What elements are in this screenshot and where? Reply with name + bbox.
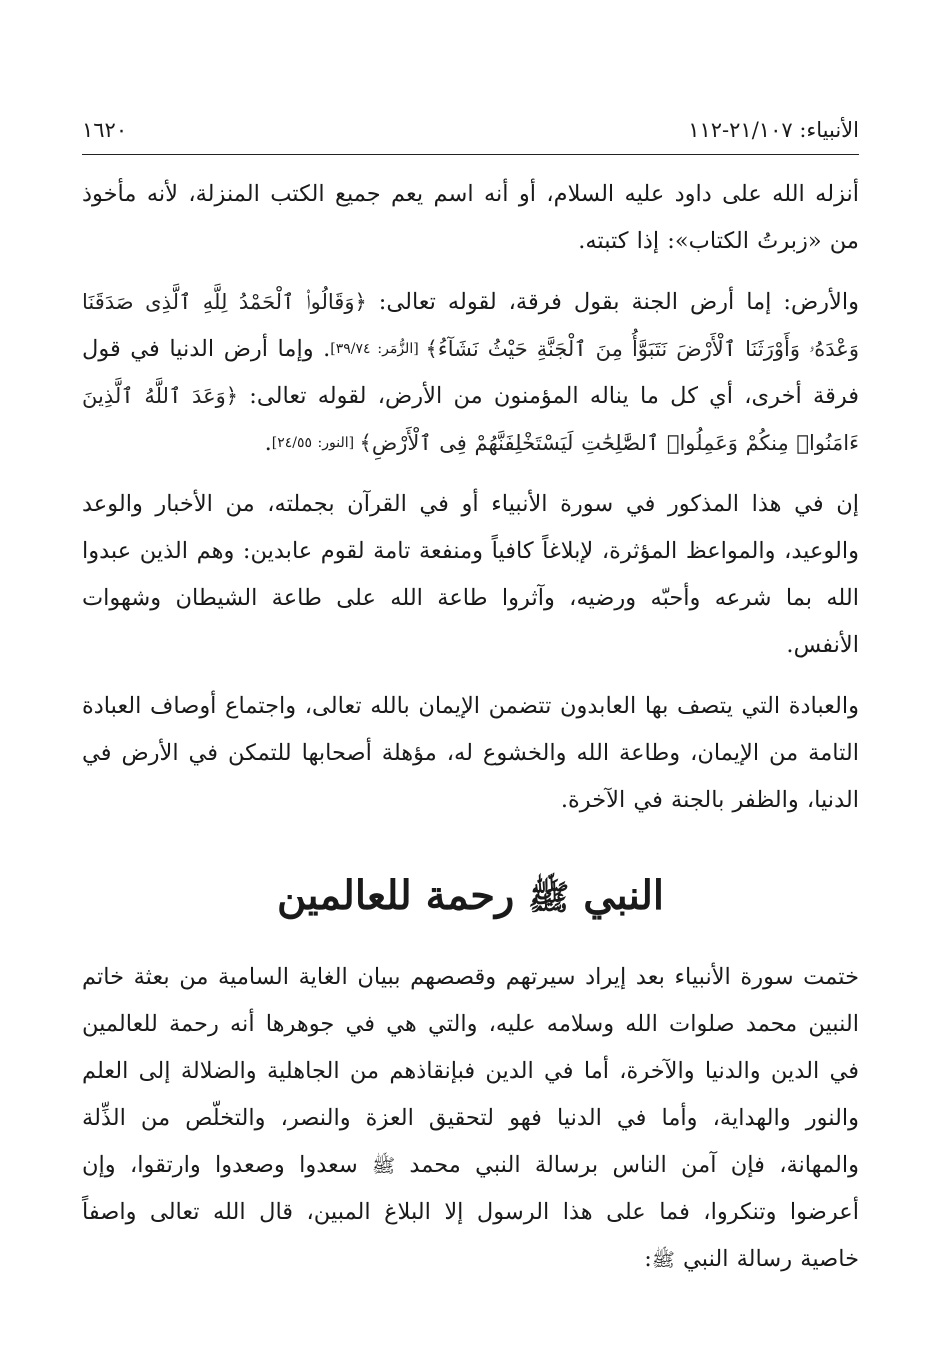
paragraph-text: . [264, 430, 272, 456]
body-paragraph [82, 481, 859, 669]
paragraphs-bottom [82, 954, 859, 1283]
salawat-symbol: ﷺ [651, 1248, 675, 1271]
verse-reference: [النور: ٢٤/٥٥] [271, 435, 360, 451]
paragraph-text: : [644, 1246, 652, 1272]
salawat-symbol: ﷺ [528, 878, 570, 918]
quran-verse: ﴿وَقَالُوا۟ ٱلْحَمْدُ لِلَّهِ ٱلَّذِى صَدَقَنَا وَعْدَهُۥ وَأَوْرَثَنَا ٱلْأَرْضَ نَتَبَوَّأُ مِنَ ٱلْجَنَّةِ حَيْثُ نَشَآءُ﴾ [82, 290, 859, 361]
body-paragraph [82, 171, 859, 265]
section-heading-before: النبي [569, 872, 664, 919]
page-number: ١٦٢٠ [82, 118, 128, 142]
paragraph-text: ختمت سورة الأنبياء بعد إيراد سيرتهم وقصصهم ببيان الغاية السامية من بعثة خاتم النبين محمد صلوات الله وسلامه عليه، والتي هي في جوهرها أنه رحمة للعالمين في الدين والدنيا والآخرة، أما في الدين فبإنقاذهم من الجاهلية والضلالة إلى العلم والنور والهداية، وأما في الدنيا فهو لتحقيق العزة والنصر، والتخلّص من الذِّلة والمهانة، فإن آمن الناس برسالة النبي محمد [82, 964, 859, 1178]
paragraph-text: أنزله الله على داود عليه السلام، أو أنه اسم يعم جميع الكتب المنزلة، لأنه مأخوذ من «زبرتُ الكتاب»: إذا كتبته. [82, 181, 859, 254]
paragraph-text: والعبادة التي يتصف بها العابدون تتضمن الإيمان بالله تعالى، واجتماع أوصاف العبادة التامة من الإيمان، وطاعة الله والخشوع له، مؤهلة أصحابها للتمكن في الأرض في الدنيا، والظفر بالجنة في الآخرة. [82, 693, 859, 813]
section-heading [82, 866, 859, 928]
quran-verse: ﴿وَعَدَ ٱللَّهُ ٱلَّذِينَ ءَامَنُوا۟ مِنكُمْ وَعَمِلُوا۟ ٱلصَّٰلِحَٰتِ لَيَسْتَخْلِفَنَّهُمْ فِى ٱلْأَرْضِ﴾ [82, 384, 859, 455]
body-paragraph [82, 683, 859, 824]
paragraph-text: إن في هذا المذكور في سورة الأنبياء أو في القرآن بجملته، من الأخبار والوعد والوعيد، والمواعظ المؤثرة، لإبلاغاً كافياً ومنفعة تامة لقوم عابدين: وهم الذين عبدوا الله بما شرعه وأحبّه ورضيه، وآثروا طاعة الله على طاعة الشيطان وشهوات الأنفس. [82, 491, 859, 658]
verse-reference: [الزُّمَر: ٣٩/٧٤] [330, 341, 426, 357]
body-text [82, 171, 859, 1283]
paragraph-text: . وإما أرض الدنيا في قول فرقة أخرى، أي كل ما يناله المؤمنون من الأرض، لقوله تعالى: [82, 336, 859, 409]
paragraph-text: والأرض: إما أرض الجنة بقول فرقة، لقوله تعالى: [366, 289, 859, 315]
body-paragraph [82, 954, 859, 1283]
section-heading-after: رحمة للعالمين [276, 872, 529, 919]
header-section-reference: الأنبياء: ٢١/١٠٧-١١٢ [688, 118, 859, 142]
salawat-symbol: ﷺ [372, 1154, 396, 1177]
paragraphs-top [82, 171, 859, 824]
running-header [82, 116, 859, 155]
body-paragraph [82, 279, 859, 467]
paragraph-text: سعدوا وصعدوا وارتقوا، وإن أعرضوا وتنكروا، فما على هذا الرسول إلا البلاغ المبين، قال الله تعالى واصفاً خاصية رسالة النبي [82, 1152, 859, 1272]
